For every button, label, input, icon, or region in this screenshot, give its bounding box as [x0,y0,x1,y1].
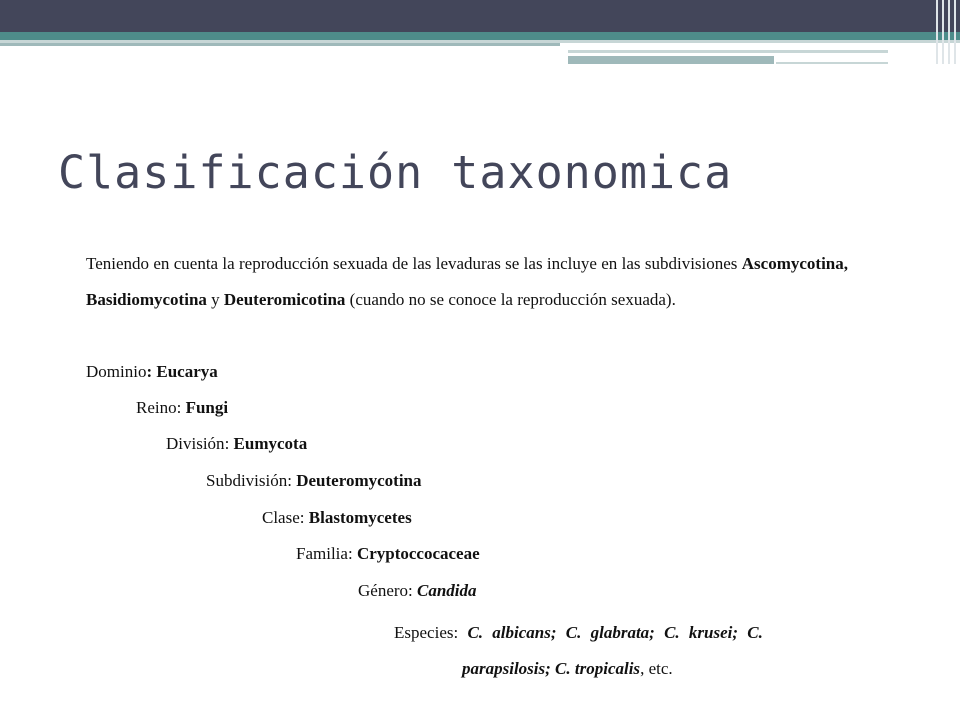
taxonomy-division [166,434,307,454]
taxonomy-label: Reino [136,398,177,417]
taxonomy-value: Fungi [185,398,229,417]
taxonomy-value: Cryptoccocaceae [356,544,480,563]
intro-text-3: (cuando no se conoce la reproducción sexuada). [345,290,676,309]
header-band-teal [0,32,960,40]
taxonomy-value: Candida [417,581,477,600]
header-step-block [568,56,774,64]
taxonomy-clase [262,508,412,528]
intro-text-1: Teniendo en cuenta la reproducción sexuada de las levaduras se las incluye en las subdivisiones [86,254,742,273]
header-step-line [568,50,888,53]
taxonomy-value: Eucarya [156,362,218,381]
intro-paragraph [86,246,848,318]
header-band-accent [0,43,560,46]
taxonomy-familia [296,544,480,564]
taxonomy-label: Subdivisión [206,471,288,490]
taxonomy-label: Clase [262,508,300,527]
taxonomy-label: División [166,434,225,453]
taxonomy-label: Dominio [86,362,147,381]
taxonomy-label: Género [358,581,409,600]
header-band-dark [0,0,960,32]
taxonomy-label: Familia [296,544,348,563]
species-list-line-1: C. albicans; C. glabrata; C. krusei; C. [467,623,763,642]
species-list-line-2: parapsilosis; C. tropicalis [462,659,641,678]
taxonomy-value: Blastomycetes [308,508,412,527]
taxonomy-especies-cont [462,651,673,687]
header-vertical-lines [930,0,960,64]
taxonomy-value: Deuteromycotina [296,471,422,490]
taxonomy-value: Eumycota [233,434,308,453]
species-label: Especies: [394,623,468,642]
taxonomy-sep: : [176,398,186,417]
intro-bold-1: Ascomycotina, Basidiomycotina [86,254,848,309]
taxonomy-sep: : [224,434,234,453]
taxonomy-sep: : [287,471,297,490]
taxonomy-sep: : [408,581,418,600]
taxonomy-sep: : [299,508,309,527]
intro-bold-2: Deuteromicotina [223,290,346,309]
header-step-line-2 [776,62,888,64]
taxonomy-genero [358,581,477,601]
taxonomy-sep: : [146,362,157,381]
species-suffix: , etc. [640,659,673,678]
taxonomy-especies [394,615,848,651]
taxonomy-sep: : [347,544,357,563]
intro-text-2: y [206,290,224,309]
taxonomy-subdivision [206,471,422,491]
taxonomy-dominio [86,362,218,382]
slide-title: Clasificación taxonomica [58,146,733,199]
taxonomy-reino [136,398,228,418]
